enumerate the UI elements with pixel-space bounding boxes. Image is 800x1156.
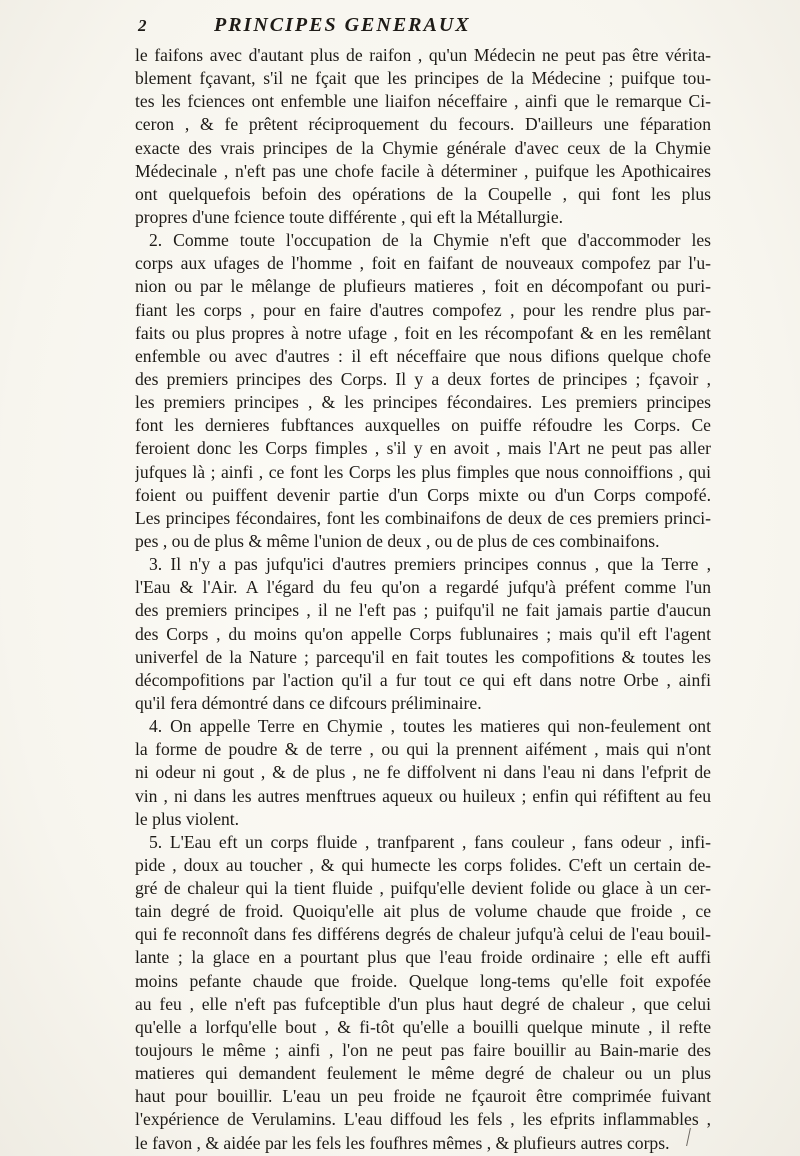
text-line: pes , ou de plus & même l'union de deux , ou de plus de ces combinaifons. bbox=[135, 530, 660, 551]
text-line: Médecinale , n'eft pas une chofe facile à déterminer , puifque les Apothicaires bbox=[135, 160, 711, 181]
text-line: enfemble ou avec d'autres : il eft néceffaire que nous difions quelque chofe bbox=[135, 345, 711, 366]
text-line: 5. L'Eau eft un corps fluide , tranfparent , fans couleur , fans odeur , infi- bbox=[149, 831, 711, 852]
text-line: 2. Comme toute l'occupation de la Chymie n'eft que d'accommoder les bbox=[149, 230, 711, 251]
running-header bbox=[138, 14, 698, 42]
text-line: moins pefante chaude que froide. Quelque long-tems qu'elle foit expofée bbox=[135, 970, 711, 991]
text-line: au feu , elle n'eft pas fufceptible d'un plus haut degré de chaleur , que celui bbox=[135, 993, 711, 1014]
text-line: foient ou puiffent devenir partie d'un Corps mixte ou d'un Corps compofé. bbox=[135, 484, 711, 505]
text-line: univerfel de la Nature ; parcequ'il en fait toutes les compofitions & toutes les bbox=[135, 646, 711, 667]
text-line: pide , doux au toucher , & qui humecte les corps folides. C'eft un certain de- bbox=[135, 854, 711, 875]
text-line: propres d'une fcience toute différente , qui eft la Métallurgie. bbox=[135, 206, 564, 227]
text-line: corps aux ufages de l'homme , foit en faifant de nouveaux compofez par l'u- bbox=[135, 253, 711, 274]
text-line: le favon , & aidée par les fels les foufhres mêmes , & plufieurs autres corps. bbox=[135, 1132, 670, 1153]
text-line: le faifons avec d'autant plus de raifon , qu'un Médecin ne peut pas être vérita- bbox=[135, 45, 711, 65]
text-line: qui fe reconnoît dans fes différens degrés de chaleur jufqu'à celui de l'eau bouil- bbox=[135, 924, 711, 945]
text-line: fiant les corps , pour en faire d'autres compofez , pour les rendre plus par- bbox=[135, 299, 711, 320]
text-line: toujours le même ; ainfi , l'on ne peut pas faire bouillir au Bain-marie des bbox=[135, 1040, 711, 1061]
text-line: le plus violent. bbox=[135, 808, 240, 829]
text-line: décompofitions par l'action qu'il a fur tout ce qui eft dans notre Orbe , ainfi bbox=[135, 669, 711, 690]
page-number: 2 bbox=[138, 16, 147, 35]
text-line: des premiers principes , il ne l'eft pas ; puifqu'il ne fait jamais partie d'aucun bbox=[135, 600, 711, 621]
text-line: haut pour bouillir. L'eau un peu froide ne fçauroit être comprimée fuivant bbox=[135, 1086, 711, 1107]
text-line: 4. On appelle Terre en Chymie , toutes les matieres qui non-feulement ont bbox=[149, 716, 711, 737]
text-line: qu'elle a lorfqu'elle bout , & fi-tôt qu'elle a bouilli quelque minute , il refte bbox=[135, 1016, 711, 1037]
text-line: des premiers principes des Corps. Il y a deux fortes de principes ; fçavoir , bbox=[135, 368, 711, 389]
text-line: tain degré de froid. Quoiqu'elle ait plus de volume chaude que froide , ce bbox=[135, 901, 711, 922]
text-line: tes les fciences ont enfemble une liaifon néceffaire , ainfi que le remarque Ci- bbox=[135, 91, 711, 112]
text-line: l'Eau & l'Air. A l'égard du feu qu'on a regardé jufqu'à préfent comme l'un bbox=[135, 577, 711, 598]
running-title: PRINCIPES GENERAUX bbox=[214, 14, 471, 36]
text-line: ceron , & fe prêtent réciproquement du fecours. D'ailleurs une féparation bbox=[135, 114, 711, 135]
body-text bbox=[135, 44, 711, 1155]
text-line: l'expérience de Verulamins. L'eau diffoud les fels , les efprits inflammables , bbox=[135, 1109, 711, 1130]
text-line: ni odeur ni gout , & de plus , ne fe diffolvent ni dans l'eau ni dans l'efprit de bbox=[135, 762, 711, 783]
text-line: jufques là ; ainfi , ce font les Corps les plus fimples que nous connoiffions , qui bbox=[135, 461, 711, 482]
text-line: font les dernieres fubftances auxquelles on puiffe réfoudre les Corps. Ce bbox=[135, 415, 711, 436]
text-line: faits ou plus propres à notre ufage , foit en les récompofant & en les remêlant bbox=[135, 322, 711, 343]
text-line: nion ou par le mêlange de plufieurs matieres , foit en décompofant ou puri- bbox=[135, 276, 711, 297]
text-line: qu'il fera démontré dans ce difcours préliminaire. bbox=[135, 692, 482, 713]
text-line: la forme de poudre & de terre , ou qui la prennent aifément , mais qui n'ont bbox=[135, 739, 711, 760]
text-line: exacte des vrais principes de la Chymie générale d'avec ceux de la Chymie bbox=[135, 137, 711, 158]
text-line: vin , ni dans les autres menftrues aqueux ou huileux ; enfin qui réfiftent au feu bbox=[135, 785, 711, 806]
text-line: 3. Il n'y a pas jufqu'ici d'autres premiers principes connus , que la Terre , bbox=[149, 554, 711, 575]
text-line: des Corps , du moins qu'on appelle Corps fublunaires ; mais qu'il eft l'agent bbox=[135, 623, 711, 644]
text-line: les premiers principes , & les principes fécondaires. Les premiers principes bbox=[135, 392, 711, 413]
text-line: blement fçavant, s'il ne fçait que les principes de la Médecine ; puifque tou- bbox=[135, 68, 711, 89]
text-line: feroient donc les Corps fimples , s'il y en avoit , mais l'Art ne peut pas aller bbox=[135, 438, 711, 459]
text-line: matieres qui demandent feulement le même degré de chaleur ou un plus bbox=[135, 1063, 711, 1084]
text-line: ont quelquefois befoin des opérations de la Coupelle , qui font les plus bbox=[135, 183, 711, 204]
text-line: lante ; la glace en a pourtant plus que l'eau froide ordinaire ; elle eft auffi bbox=[135, 947, 711, 968]
text-line: Les principes fécondaires, font les combinaifons de deux de ces premiers princi- bbox=[135, 507, 711, 528]
text-line: gré de chaleur qui la tient fluide , puifqu'elle devient folide ou glace à un cer- bbox=[135, 878, 711, 899]
